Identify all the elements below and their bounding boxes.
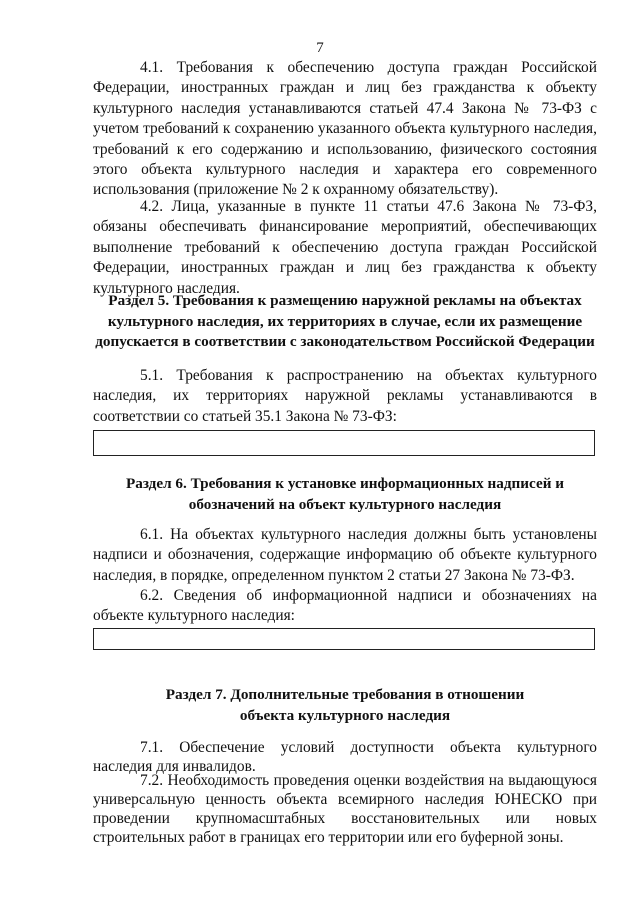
paragraph-6-1: 6.1. На объектах культурного наследия должны быть установлены надписи и обозначения, содержащие информацию об объекте культурного наследия, в порядке, определенном пунктом 2 статьи 27 Закона № 73-ФЗ. — [93, 526, 597, 584]
paragraph-7-1: 7.1. Обеспечение условий доступности объекта культурного наследия для инвалидов. — [93, 739, 597, 775]
page-number: 7 — [316, 40, 324, 56]
section-5-heading: Раздел 5. Требования к размещению наружной рекламы на объектах культурного наследия, их территориях в случае, если их размещение допускается в соответствии с законодательством Российской Федерации — [95, 292, 595, 350]
inscription-info-field[interactable] — [93, 628, 595, 650]
paragraph-4-2: 4.2. Лица, указанные в пункте 11 статьи 47.6 Закона № 73-ФЗ, обязаны обеспечивать финансирование мероприятий, обеспечивающих выполнение требований к обеспечению доступа граждан Российской Федерации, иностранных граждан и лиц без гражданства к объекту культурного наследия. — [93, 198, 597, 297]
paragraph-6-2: 6.2. Сведения об информационной надписи и обозначениях на объекте культурного наследия: — [93, 587, 597, 625]
section-6-heading: Раздел 6. Требования к установке информационных надписей и обозначений на объект культурного наследия — [125, 475, 564, 513]
advertising-requirements-field[interactable] — [93, 430, 595, 456]
paragraph-7-2: 7.2. Необходимость проведения оценки воздействия на выдающуюся универсальную ценность объекта всемирного наследия ЮНЕСКО при проведении крупномасштабных восстановительных или новых строительных работ в границах его территории или его буферной зоны. — [93, 772, 597, 846]
section-7-heading: Раздел 7. Дополнительные требования в отношении объекта культурного наследия — [165, 686, 525, 724]
paragraph-5-1: 5.1. Требования к распространению на объектах культурного наследия, их территориях наружной рекламы устанавливаются в соответствии со статьей 35.1 Закона № 73-ФЗ: — [93, 367, 597, 425]
paragraph-4-1: 4.1. Требования к обеспечению доступа граждан Российской Федерации, иностранных граждан и лиц без гражданства к объекту культурного наследия устанавливаются статьей 47.4 Закона № 73-ФЗ с учетом требований к сохранению указанного объекта культурного наследия, требований к его содержанию и использованию, физического состояния этого объекта культурного наследия и характера его современного использования (приложение № 2 к охранному обязательству). — [93, 59, 597, 199]
